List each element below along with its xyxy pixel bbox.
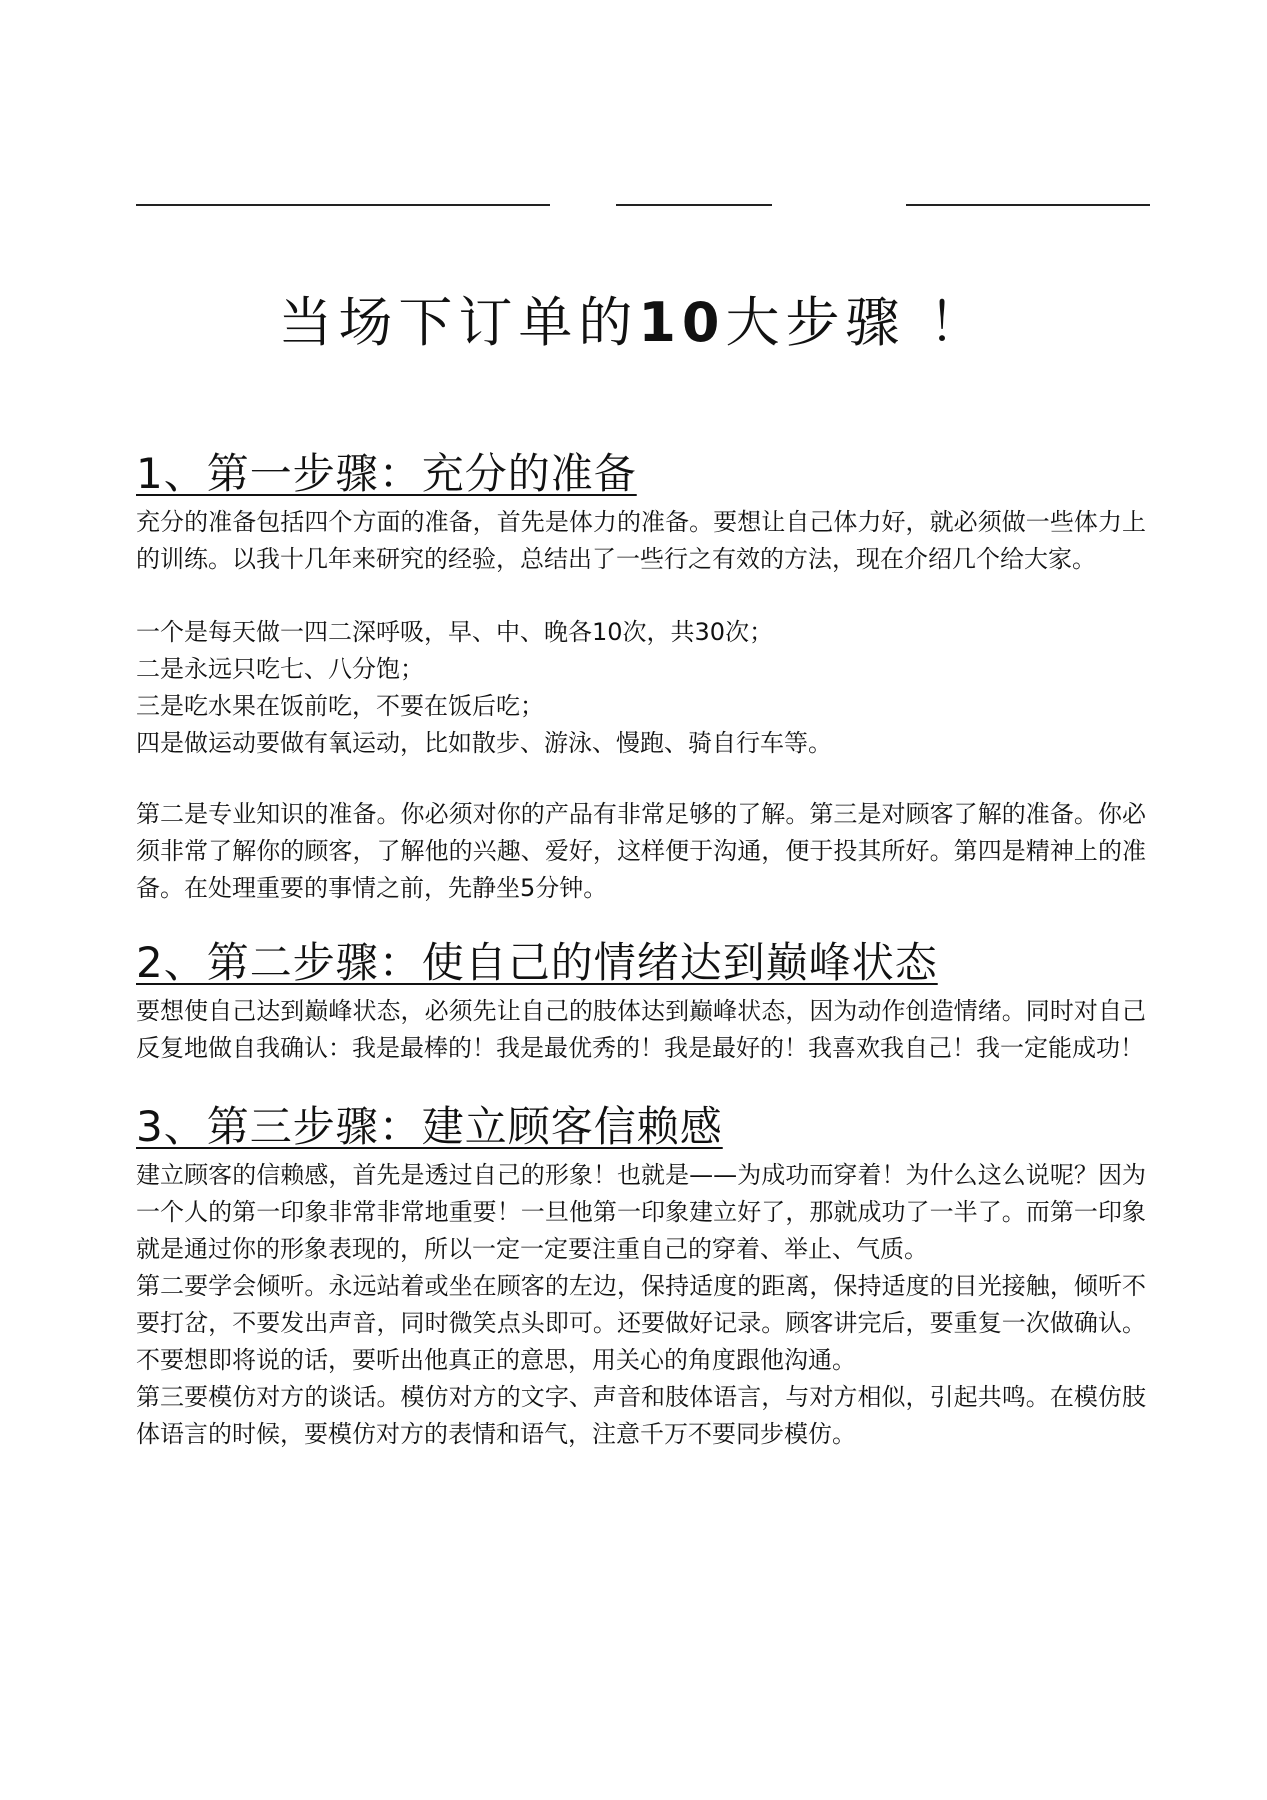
document-body [136,446,1146,1453]
page-title [0,280,1267,357]
page-title-number: 10 [638,291,726,354]
section-1-list-item-4: 四是做运动要做有氧运动，比如散步、游泳、慢跑、骑自行车等。 [136,729,832,757]
header-rule-right [906,204,1150,206]
section-3-paragraph-image: 建立顾客的信赖感，首先是透过自己的形象！也就是——为成功而穿着！为什么这么说呢？因为一个人的第一印象非常非常地重要！一旦他第一印象建立好了，那就成功了一半了。而第一印象就是通过你的形象表现的，所以一定一定要注重自己的穿着、举止、气质。 [136,1161,1146,1263]
section-1-list-item-2: 二是永远只吃七、八分饱； [136,655,424,683]
section-heading-1: 1、第一步骤：充分的准备 [136,449,637,498]
section-heading-3: 3、第三步骤：建立顾客信赖感 [136,1102,723,1151]
page-title-text: 当场下订单的 [278,291,639,354]
section-1-paragraph-intro: 充分的准备包括四个方面的准备，首先是体力的准备。要想让自己体力好，就必须做一些体力上的训练。以我十几年来研究的经验，总结出了一些行之有效的方法，现在介绍几个给大家。 [136,508,1146,573]
section-1-list-item-1: 一个是每天做一四二深呼吸，早、中、晚各10次，共30次； [136,618,774,646]
section-3-paragraph-mimic: 第三要模仿对方的谈话。模仿对方的文字、声音和肢体语言，与对方相似，引起共鸣。在模仿肢体语言的时候，要模仿对方的表情和语气，注意千万不要同步模仿。 [136,1383,1146,1448]
page-title-suffix: 大步骤 ！ [725,291,989,354]
section-heading-2: 2、第二步骤：使自己的情绪达到巅峰状态 [136,938,938,987]
header-rule-mid [616,204,772,206]
section-1-paragraph-knowledge: 第二是专业知识的准备。你必须对你的产品有非常足够的了解。第三是对顾客了解的准备。你必须非常了解你的顾客，了解他的兴趣、爱好，这样便于沟通，便于投其所好。第四是精神上的准备。在处理重要的事情之前，先静坐5分钟。 [136,800,1146,902]
section-2-paragraph: 要想使自己达到巅峰状态，必须先让自己的肢体达到巅峰状态，因为动作创造情绪。同时对自己反复地做自我确认：我是最棒的！我是最优秀的！我是最好的！我喜欢我自己！我一定能成功！ [136,997,1146,1062]
header-rule-left [136,204,550,206]
section-3-paragraph-listen: 第二要学会倾听。永远站着或坐在顾客的左边，保持适度的距离，保持适度的目光接触，倾听不要打岔，不要发出声音，同时微笑点头即可。还要做好记录。顾客讲完后，要重复一次做确认。不要想即将说的话，要听出他真正的意思，用关心的角度跟他沟通。 [136,1272,1146,1374]
section-1-list-item-3: 三是吃水果在饭前吃，不要在饭后吃； [136,692,544,720]
